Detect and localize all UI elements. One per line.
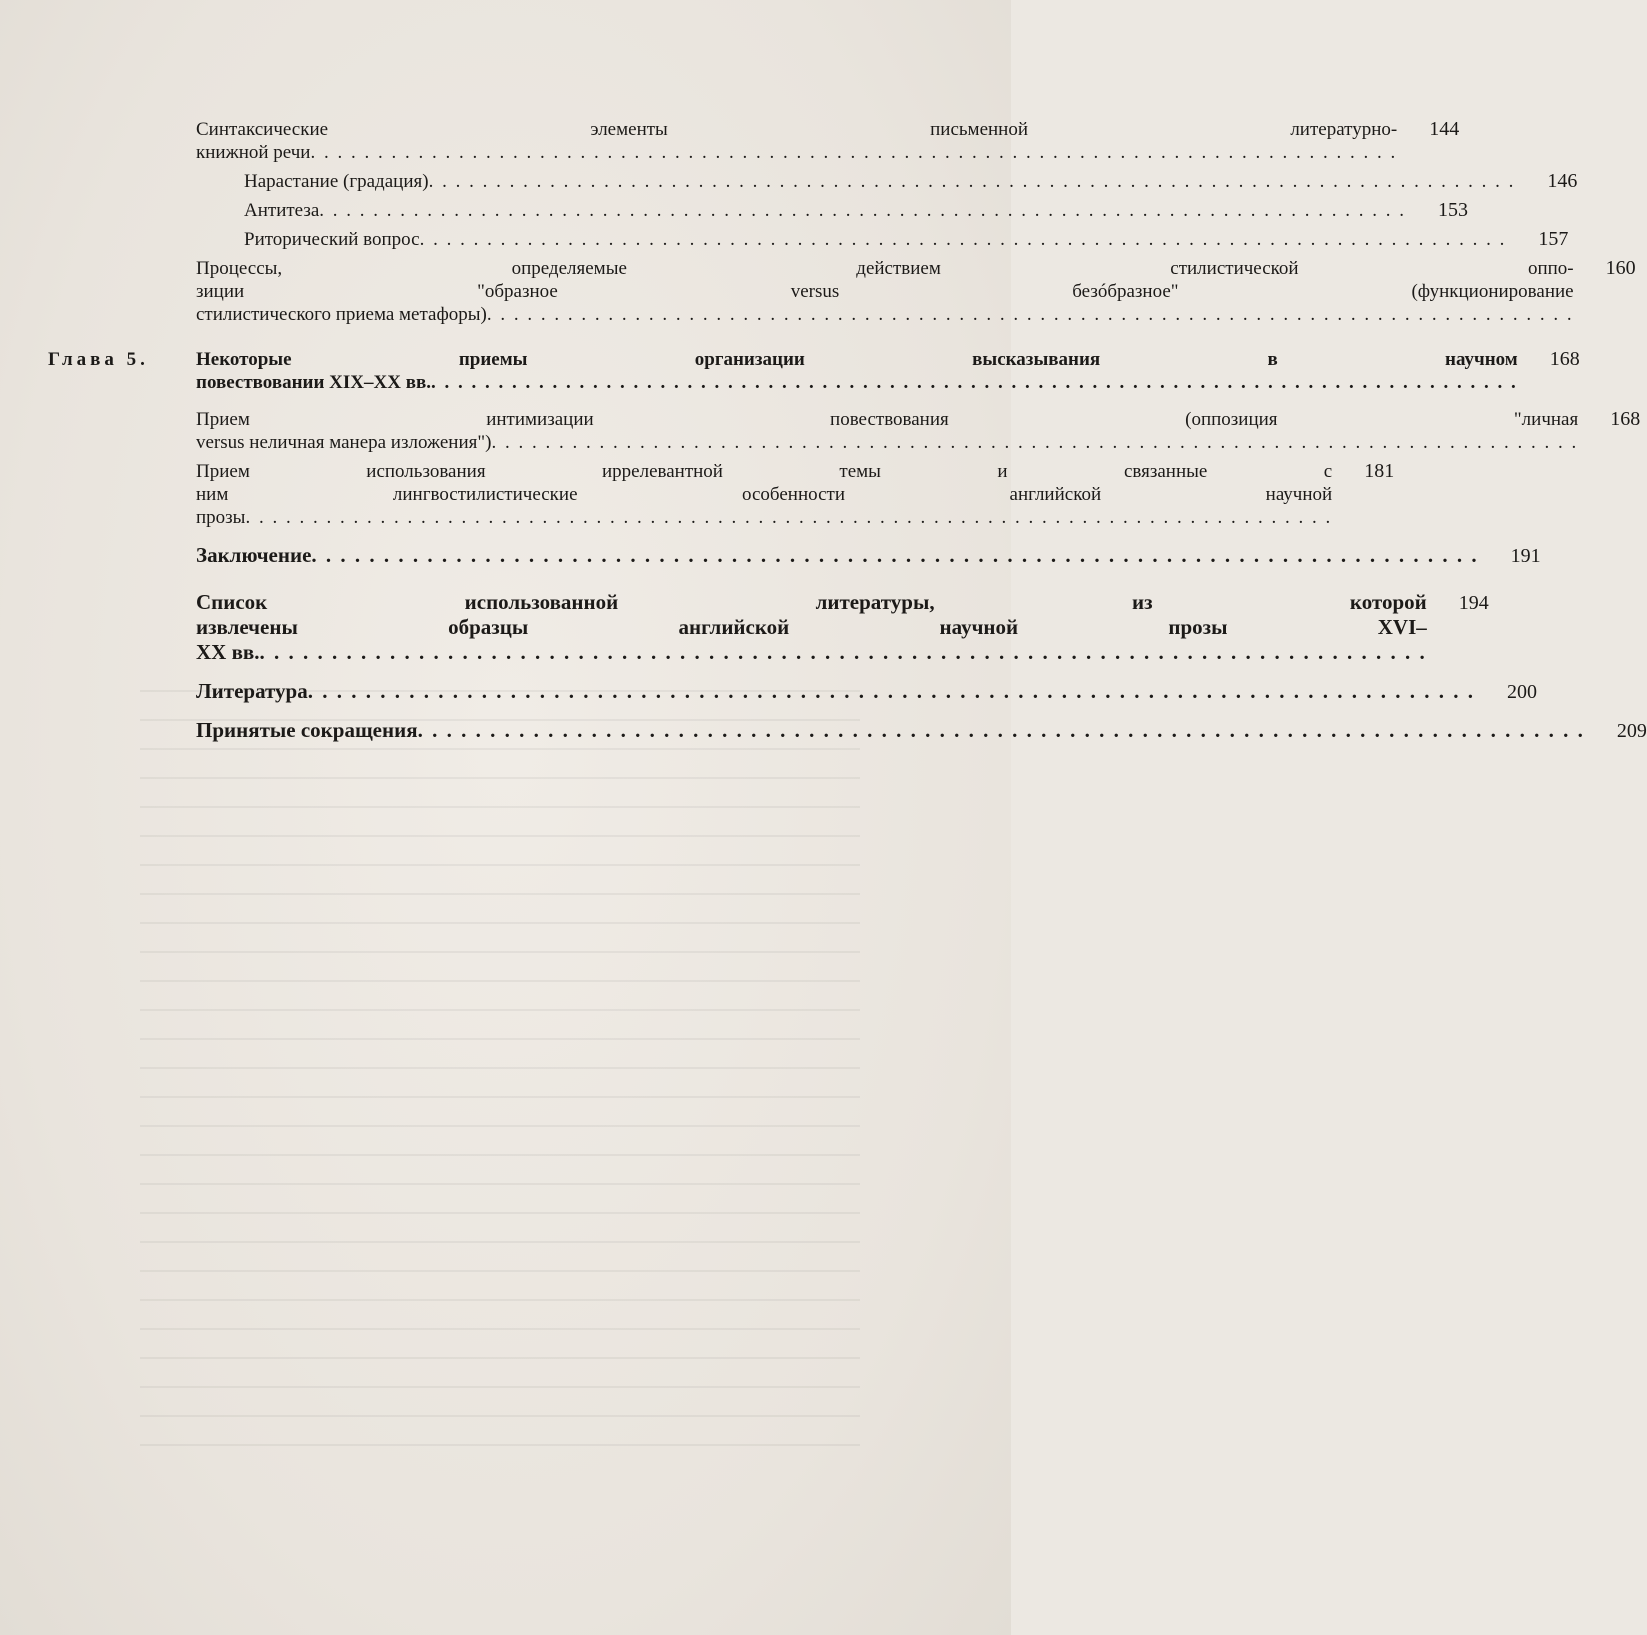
toc-entry	[48, 460, 1395, 529]
page-number: 168	[1549, 348, 1580, 370]
page-number: 157	[1538, 228, 1569, 250]
dot-leader	[420, 228, 1507, 251]
toc-entry	[48, 118, 1460, 164]
toc-entry	[48, 543, 1541, 568]
toc-entry	[48, 348, 1580, 394]
toc-entry-title: повествовании XIX–XX вв.	[196, 372, 431, 393]
dot-leader	[319, 199, 1406, 222]
dot-leader	[311, 543, 1478, 568]
toc-entry	[48, 228, 1569, 251]
toc-entry-line: Процессы, определяемые действием стилистической оппо-	[196, 258, 1574, 279]
toc-entry-line: Прием использования иррелевантной темы и связанные с	[196, 461, 1333, 482]
dot-leader	[310, 141, 1397, 164]
page-number: 160	[1605, 257, 1636, 279]
dot-leader	[260, 640, 1427, 665]
page-number: 209	[1616, 720, 1647, 742]
toc-entry	[48, 170, 1578, 193]
toc-entry	[48, 257, 1636, 326]
dot-leader	[491, 431, 1578, 454]
toc-entry	[48, 199, 1469, 222]
toc-entry-title: Принятые сокращения	[196, 718, 418, 742]
page-number: 144	[1429, 118, 1460, 140]
page-number: 200	[1507, 681, 1537, 703]
page-number: 146	[1547, 170, 1578, 192]
toc-entry-line: Список использованной литературы, из которой	[196, 590, 1427, 614]
toc-entry	[48, 679, 1537, 704]
dot-leader	[245, 506, 1332, 529]
dot-leader	[308, 679, 1475, 704]
dot-leader	[487, 303, 1574, 326]
toc-entry-title: XX вв.	[196, 640, 260, 664]
toc-entry-title: Риторический вопрос	[244, 229, 420, 250]
table-of-contents	[48, 118, 1647, 743]
page-number: 168	[1610, 408, 1641, 430]
toc-entry	[48, 408, 1641, 454]
bleed-through-text	[140, 690, 860, 1470]
toc-entry-line: Синтаксические элементы письменной литературно-	[196, 119, 1398, 140]
dot-leader	[429, 170, 1516, 193]
toc-entry-title: Заключение	[196, 543, 312, 567]
toc-entry-line: Прием интимизации повествования (оппозиция "личная	[196, 409, 1579, 430]
page-number: 191	[1510, 545, 1541, 567]
toc-entry-line: Некоторые приемы организации высказывания в научном	[196, 349, 1518, 370]
toc-entry-line: извлечены образцы английской научной прозы XVI–	[196, 615, 1427, 639]
page-number: 194	[1458, 592, 1489, 614]
toc-entry-line: ним лингвостилистические особенности английской научной	[196, 484, 1333, 505]
toc-entry-title: versus неличная манера изложения")	[196, 432, 492, 453]
toc-entry	[48, 718, 1647, 743]
dot-leader	[418, 718, 1585, 743]
page-number: 153	[1438, 199, 1469, 221]
dot-leader	[431, 371, 1518, 394]
toc-entry-title: Литература	[196, 679, 308, 703]
toc-entry-line: зиции "образное versus безóбразное" (функционирование	[196, 281, 1574, 302]
chapter-label: Глава 5.	[48, 349, 149, 370]
toc-entry-title: стилистического приема метафоры)	[196, 304, 487, 325]
toc-entry-title: прозы	[196, 507, 246, 528]
page-number: 181	[1364, 460, 1395, 482]
toc-entry-title: Нарастание (градация)	[244, 171, 429, 192]
toc-entry	[48, 590, 1489, 665]
toc-entry-title: Антитеза	[244, 200, 320, 221]
toc-entry-title: книжной речи	[196, 142, 311, 163]
